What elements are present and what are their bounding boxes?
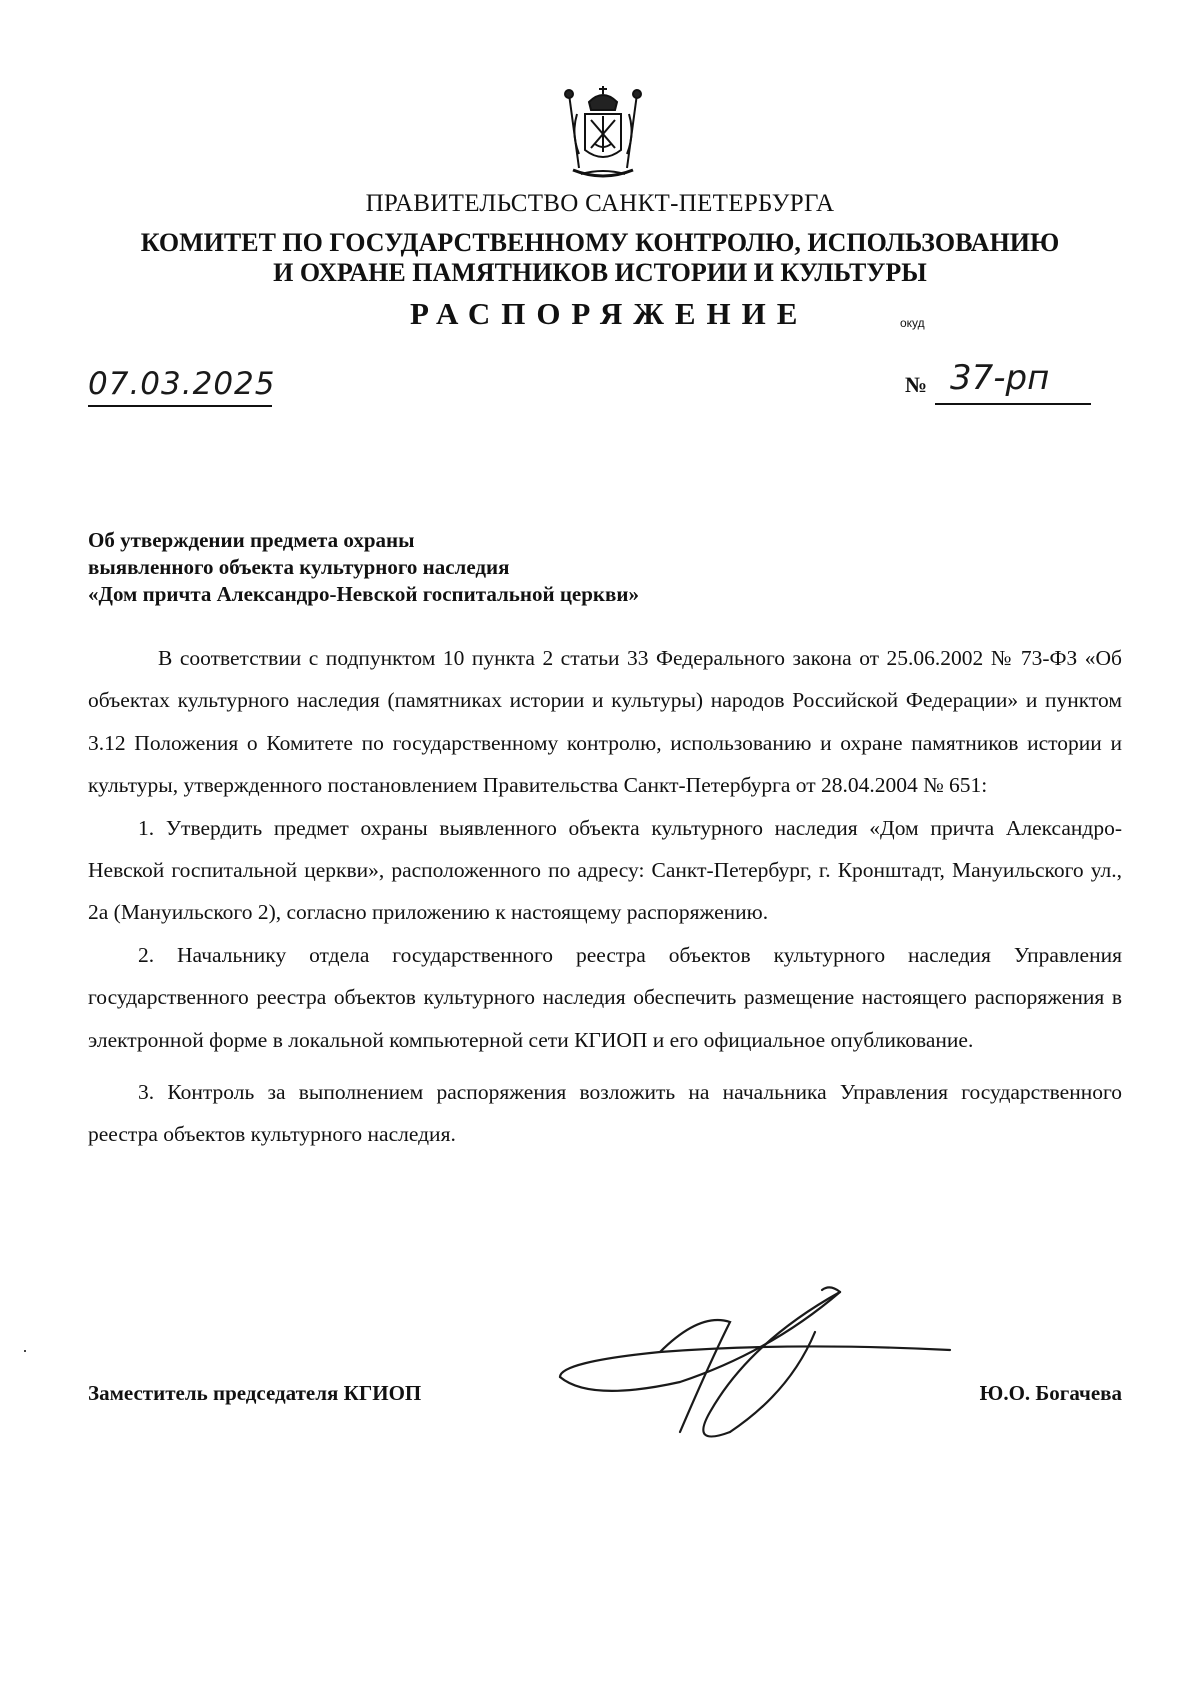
document-type-heading: РАСПОРЯЖЕНИЕ [410,296,809,331]
title-line: «Дом причта Александро-Невской госпитальной церкви» [88,582,639,606]
document-title [88,527,639,608]
committee-heading-line1: КОМИТЕТ ПО ГОСУДАРСТВЕННОМУ КОНТРОЛЮ, ИСПОЛЬЗОВАНИЮ [140,228,1060,257]
handwritten-signature [540,1282,1010,1452]
date-underline [88,405,272,407]
saint-petersburg-coat-of-arms-icon [555,84,651,184]
scan-speck [24,1350,26,1352]
title-line: выявленного объекта культурного наследия [88,555,510,579]
title-line: Об утверждении предмета охраны [88,528,415,552]
document-date: 07.03.2025 [88,366,276,402]
signer-name: Ю.О. Богачева [979,1381,1122,1405]
preamble-paragraph: В соответствии с подпунктом 10 пункта 2 статьи 33 Федерального закона от 25.06.2002 № 73-ФЗ «Об объектах культурного наследия (памятниках истории и культуры) народов Российской Федерации» и пунктом 3.12 Положения о Комитете по государственному контролю, использованию и охране памятников истории и культуры, утвержденного постановлением Правительства Санкт-Петербурга от 28.04.2004 № 651: [88,646,1122,798]
government-heading: ПРАВИТЕЛЬСТВО САНКТ-ПЕТЕРБУРГА [365,190,835,217]
number-sign: № [905,372,928,397]
document-number: 37-рп [950,358,1050,398]
number-underline [935,403,1091,405]
clause-3-paragraph: 3. Контроль за выполнением распоряжения возложить на начальника Управления государственного реестра объектов культурного наследия. [88,1080,1122,1147]
okud-label: окуд [900,316,925,330]
signer-position: Заместитель председателя КГИОП [88,1381,422,1405]
clause-1-paragraph: 1. Утвердить предмет охраны выявленного объекта культурного наследия «Дом причта Александро-Невской госпитальной церкви», расположенного по адресу: Санкт-Петербург, г. Кронштадт, Мануильского ул., 2а (Мануильского 2), согласно приложению к настоящему распоряжению. [88,815,1122,925]
committee-heading-line2: И ОХРАНЕ ПАМЯТНИКОВ ИСТОРИИ И КУЛЬТУРЫ [273,258,927,287]
document-body [88,637,1122,1156]
clause-2-paragraph: 2. Начальнику отдела государственного реестра объектов культурного наследия Управления государственного реестра объектов культурного наследия обеспечить размещение настоящего распоряжения в электронной форме в локальной компьютерной сети КГИОП и его официальное опубликование. [88,942,1122,1052]
